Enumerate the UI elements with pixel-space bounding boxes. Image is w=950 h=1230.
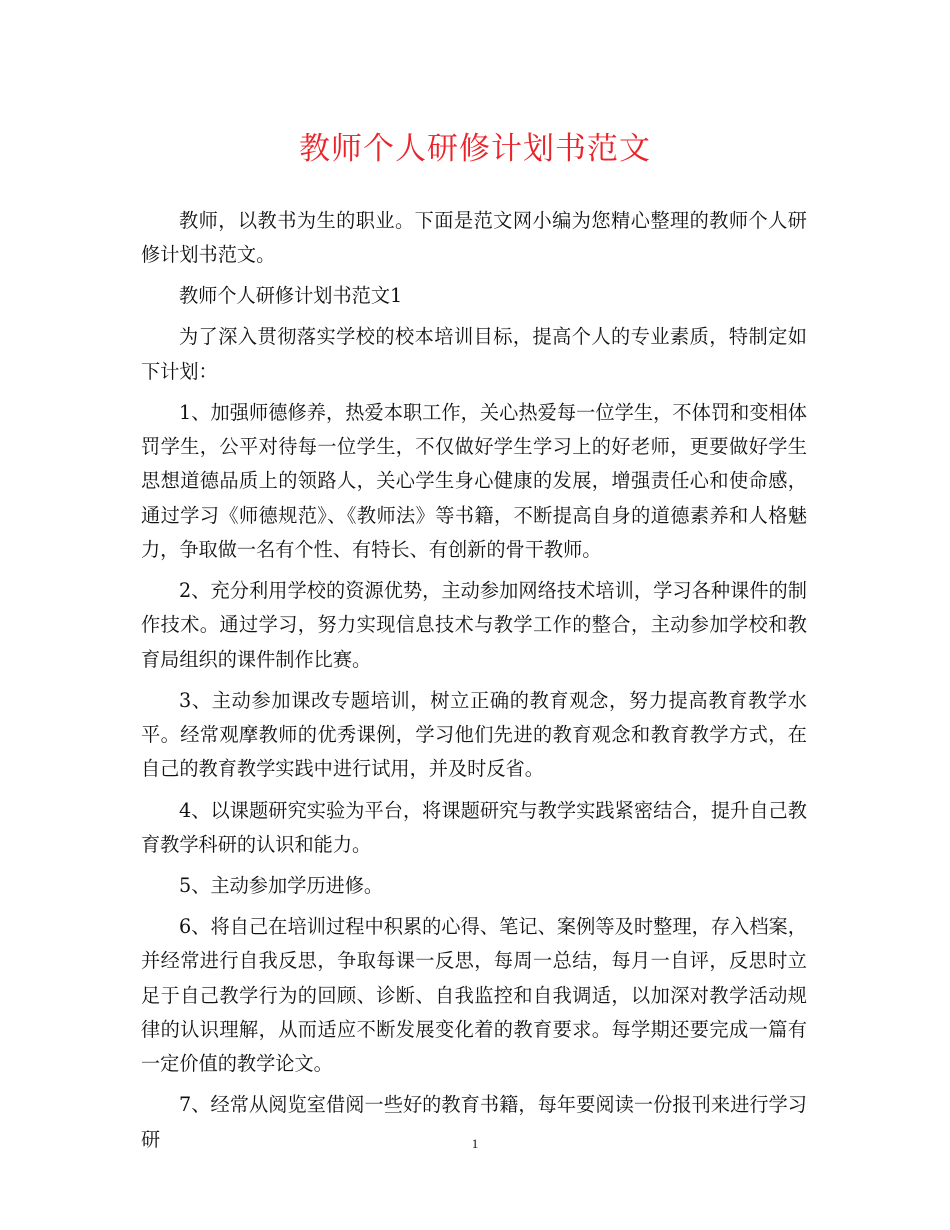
- paragraph-item-5: 5、主动参加学历进修。: [179, 873, 384, 897]
- paragraph-item-6: 6、将自己在培训过程中积累的心得、笔记、案例等及时整理，存入档案，并经常进行自我反思，争取每课一反思，每周一总结，每月一自评，反思时立足于自己教学行为的回顾、诊断、自我监控和自我调适，以加深对教学活动规律的认识理解，从而适应不断发展变化着的教育要求。每学期还要完成一篇有一定价值的教学论文。: [141, 915, 807, 1076]
- paragraph-item-7: 7、经常从阅览室借阅一些好的教育书籍，每年要阅读一份报刊来进行学习研: [141, 1093, 807, 1151]
- paragraph-section-heading: 教师个人研修计划书范文1: [179, 284, 403, 308]
- document-body: [141, 204, 807, 1164]
- paragraph-purpose: 为了深入贯彻落实学校的校本培训目标，提高个人的专业素质，特制定如下计划：: [141, 325, 807, 383]
- page-number: 1: [471, 1136, 479, 1151]
- paragraph-item-2: 2、充分利用学校的资源优势，主动参加网络技术培训，学习各种课件的制作技术。通过学习，努力实现信息技术与教学工作的整合，主动参加学校和教育局组织的课件制作比赛。: [141, 579, 807, 671]
- paragraph-item-3: 3、主动参加课改专题培训，树立正确的教育观念，努力提高教育教学水平。经常观摩教师的优秀课例，学习他们先进的教育观念和教育教学方式，在自己的教育教学实践中进行试用，并及时反省。: [141, 688, 807, 781]
- paragraph-item-1: 1、加强师德修养，热爱本职工作，关心热爱每一位学生，不体罚和变相体罚学生，公平对待每一位学生，不仅做好学生学习上的好老师，更要做好学生思想道德品质上的领路人，关心学生身心健康的发展，增强责任心和使命感，通过学习《师德规范》、《教师法》等书籍，不断提高自身的道德素养和人格魅力，争取做一名有个性、有特长、有创新的骨干教师。: [141, 400, 807, 562]
- paragraph-intro: 教师，以教书为生的职业。下面是范文网小编为您精心整理的教师个人研修计划书范文。: [141, 209, 807, 267]
- paragraph-item-4: 4、以课题研究实验为平台，将课题研究与教学实践紧密结合，提升自己教育教学科研的认识和能力。: [141, 798, 807, 856]
- document-title: 教师个人研修计划书范文: [299, 131, 651, 167]
